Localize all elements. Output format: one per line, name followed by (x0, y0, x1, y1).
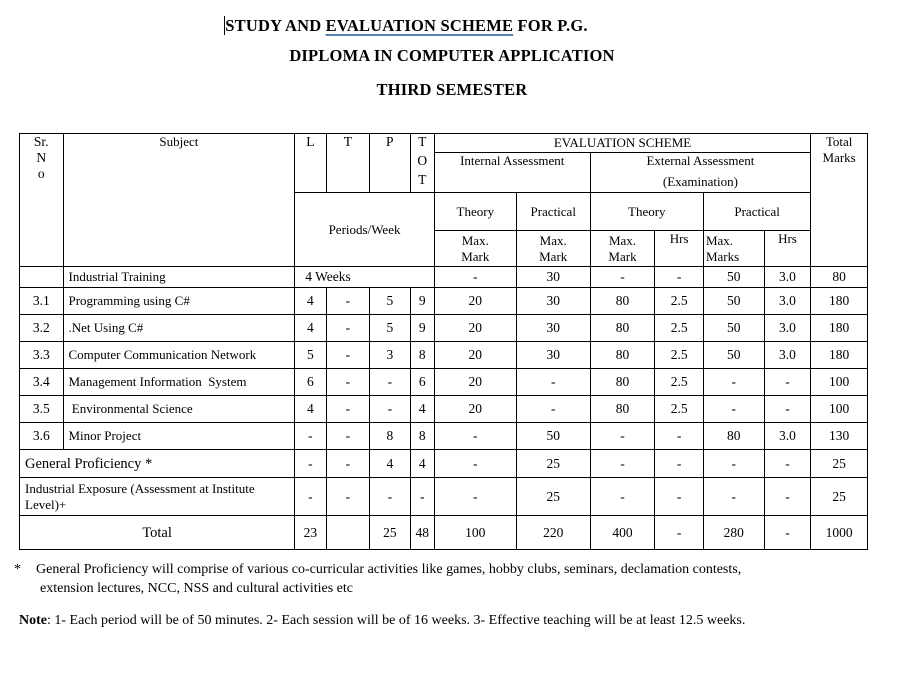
cell: 30 (516, 267, 590, 288)
cell: - (703, 369, 764, 396)
row-subject: Industrial Training (63, 267, 295, 288)
table-row (20, 369, 868, 396)
cell: 4 (295, 288, 326, 315)
cell: 80 (590, 315, 655, 342)
cell: 20 (434, 315, 516, 342)
table-row (20, 315, 868, 342)
ext-practical-header: Practical (703, 193, 810, 231)
evaluation-table (19, 133, 868, 550)
cell: 50 (516, 423, 590, 450)
cell: 80 (703, 423, 764, 450)
p-header: P (370, 134, 410, 193)
total-row (20, 516, 868, 550)
cell: - (703, 478, 764, 516)
row-subject: Industrial Exposure (Assessment at Institute Level)+ (20, 478, 295, 516)
cell: 23 (295, 516, 326, 550)
row-subject: Environmental Science (63, 396, 295, 423)
cell (326, 516, 370, 550)
cell: 50 (703, 267, 764, 288)
cell: - (326, 288, 370, 315)
cell: 50 (703, 288, 764, 315)
cell: 6 (410, 369, 434, 396)
external-assessment-header: External Assessment (Examination) (590, 153, 811, 193)
cell: 20 (434, 288, 516, 315)
cell: - (326, 450, 370, 478)
cell: 5 (370, 315, 410, 342)
cell: 80 (590, 288, 655, 315)
row-subject: Programming using C# (63, 288, 295, 315)
row-sr: 3.3 (20, 342, 64, 369)
cell: - (590, 478, 655, 516)
cell: 50 (703, 342, 764, 369)
row-sr: 3.6 (20, 423, 64, 450)
cell: 3.0 (764, 423, 811, 450)
cell: 2.5 (655, 369, 704, 396)
cell: - (703, 396, 764, 423)
cell: 9 (410, 315, 434, 342)
cell: 8 (370, 423, 410, 450)
cell: - (326, 369, 370, 396)
cell: - (703, 450, 764, 478)
int-theory-max-mark: Max. Mark (434, 231, 516, 267)
ext-practical-max-marks: Max. Marks (703, 231, 764, 267)
cell: - (326, 342, 370, 369)
cell: 25 (811, 478, 868, 516)
table-row (20, 288, 868, 315)
cell: 8 (410, 423, 434, 450)
tot-header: T O T (410, 134, 434, 193)
cell: 20 (434, 369, 516, 396)
footnote (14, 560, 894, 598)
cell: 30 (516, 288, 590, 315)
cell: 9 (410, 288, 434, 315)
cell: 80 (811, 267, 868, 288)
cell: - (410, 478, 434, 516)
table-row (20, 478, 868, 516)
cell: - (590, 450, 655, 478)
cell: 25 (516, 478, 590, 516)
cell: 5 (370, 288, 410, 315)
evaluation-scheme-header: EVALUATION SCHEME (434, 134, 810, 153)
cell: 4 (295, 396, 326, 423)
cell: - (434, 478, 516, 516)
total-label: Total (20, 516, 295, 550)
row-sr: 3.2 (20, 315, 64, 342)
footnote-line-1: General Proficiency will comprise of various co-curricular activities like games, hobby clubs, seminars, declamation contests, (36, 562, 742, 577)
heading-line-3: THIRD SEMESTER (376, 80, 528, 99)
cell: - (326, 315, 370, 342)
cell: 180 (811, 342, 868, 369)
cell: 3.0 (764, 267, 811, 288)
row-subject: Computer Communication Network (63, 342, 295, 369)
cell: - (295, 423, 326, 450)
heading-line-1 (0, 16, 858, 36)
cell: 30 (516, 342, 590, 369)
cell: - (326, 478, 370, 516)
cell: 130 (811, 423, 868, 450)
cell: - (764, 396, 811, 423)
cell: 80 (590, 342, 655, 369)
cell: 100 (811, 396, 868, 423)
cell: 4 (410, 450, 434, 478)
cell: - (295, 478, 326, 516)
cell: 220 (516, 516, 590, 550)
cell: 48 (410, 516, 434, 550)
cell: 400 (590, 516, 655, 550)
table-row (20, 267, 868, 288)
note (19, 613, 745, 629)
cell: - (434, 423, 516, 450)
cell: 3.0 (764, 315, 811, 342)
table-row (20, 396, 868, 423)
cell: 50 (703, 315, 764, 342)
sr-no-header: Sr. N o (20, 134, 64, 267)
cell: - (326, 423, 370, 450)
footnote-line-2: extension lectures, NCC, NSS and cultural activities etc (40, 581, 353, 596)
cell: - (370, 396, 410, 423)
cell: 25 (370, 516, 410, 550)
cell: - (655, 478, 704, 516)
cell: - (655, 516, 704, 550)
row-subject: Management Information System (63, 369, 295, 396)
heading-part-b: EVALUATION SCHEME (325, 16, 514, 35)
row-subject: Minor Project (63, 423, 295, 450)
int-practical-max-mark: Max. Mark (516, 231, 590, 267)
cell: 3.0 (764, 288, 811, 315)
row-sr: 3.4 (20, 369, 64, 396)
cell: 30 (516, 315, 590, 342)
periods-week-header: Periods/Week (295, 193, 435, 267)
cell: 4 (410, 396, 434, 423)
row-subject: General Proficiency * (20, 450, 295, 478)
subject-header: Subject (63, 134, 295, 267)
cell: 280 (703, 516, 764, 550)
note-label: Note (19, 613, 47, 628)
row-sr: 3.1 (20, 288, 64, 315)
cell: - (764, 369, 811, 396)
cell: 25 (516, 450, 590, 478)
cell: 3.0 (764, 342, 811, 369)
table-row (20, 342, 868, 369)
total-marks-header: Total Marks (811, 134, 868, 267)
cell: 80 (590, 396, 655, 423)
ext-theory-header: Theory (590, 193, 703, 231)
cell: - (590, 267, 655, 288)
row-subject: .Net Using C# (63, 315, 295, 342)
note-text: : 1- Each period will be of 50 minutes. 2- Each session will be of 16 weeks. 3- Effective teaching will be at least 12.5 weeks. (47, 613, 746, 628)
ext-theory-hrs: Hrs (655, 231, 704, 267)
cell: - (434, 450, 516, 478)
t-header: T (326, 134, 370, 193)
cell: - (326, 396, 370, 423)
cell: 80 (590, 369, 655, 396)
cell: 4 (370, 450, 410, 478)
cell: - (764, 450, 811, 478)
cell: - (590, 423, 655, 450)
ext-practical-hrs: Hrs (764, 231, 811, 267)
cell: 5 (295, 342, 326, 369)
cell: 4 (295, 315, 326, 342)
cell: - (295, 450, 326, 478)
cell: 3 (370, 342, 410, 369)
cell: 25 (811, 450, 868, 478)
cell: 20 (434, 396, 516, 423)
table-row (20, 450, 868, 478)
cell: - (370, 369, 410, 396)
cell: 20 (434, 342, 516, 369)
heading-part-a: STUDY AND (225, 16, 326, 35)
cell: - (764, 516, 811, 550)
row-duration: 4 Weeks (295, 267, 435, 288)
footnote-star: * (14, 562, 21, 577)
cell: 8 (410, 342, 434, 369)
l-header: L (295, 134, 326, 193)
row-sr: 3.5 (20, 396, 64, 423)
cell: 2.5 (655, 342, 704, 369)
cell: - (655, 450, 704, 478)
int-practical-header: Practical (516, 193, 590, 231)
cell: 180 (811, 288, 868, 315)
cell: 2.5 (655, 315, 704, 342)
cell: - (655, 423, 704, 450)
cell: - (434, 267, 516, 288)
cell: - (764, 478, 811, 516)
cell: 180 (811, 315, 868, 342)
cell: 2.5 (655, 288, 704, 315)
ext-theory-max-mark: Max. Mark (590, 231, 655, 267)
cell: - (516, 369, 590, 396)
cell: - (516, 396, 590, 423)
cell: 6 (295, 369, 326, 396)
cell: 100 (434, 516, 516, 550)
internal-assessment-header: Internal Assessment (434, 153, 590, 193)
int-theory-header: Theory (434, 193, 516, 231)
cell: 2.5 (655, 396, 704, 423)
cell: 100 (811, 369, 868, 396)
cell: - (655, 267, 704, 288)
cell: 1000 (811, 516, 868, 550)
table-row (20, 423, 868, 450)
cell: - (370, 478, 410, 516)
heading-line-2: DIPLOMA IN COMPUTER APPLICATION (289, 46, 615, 65)
heading-part-c: FOR P.G. (513, 16, 588, 35)
